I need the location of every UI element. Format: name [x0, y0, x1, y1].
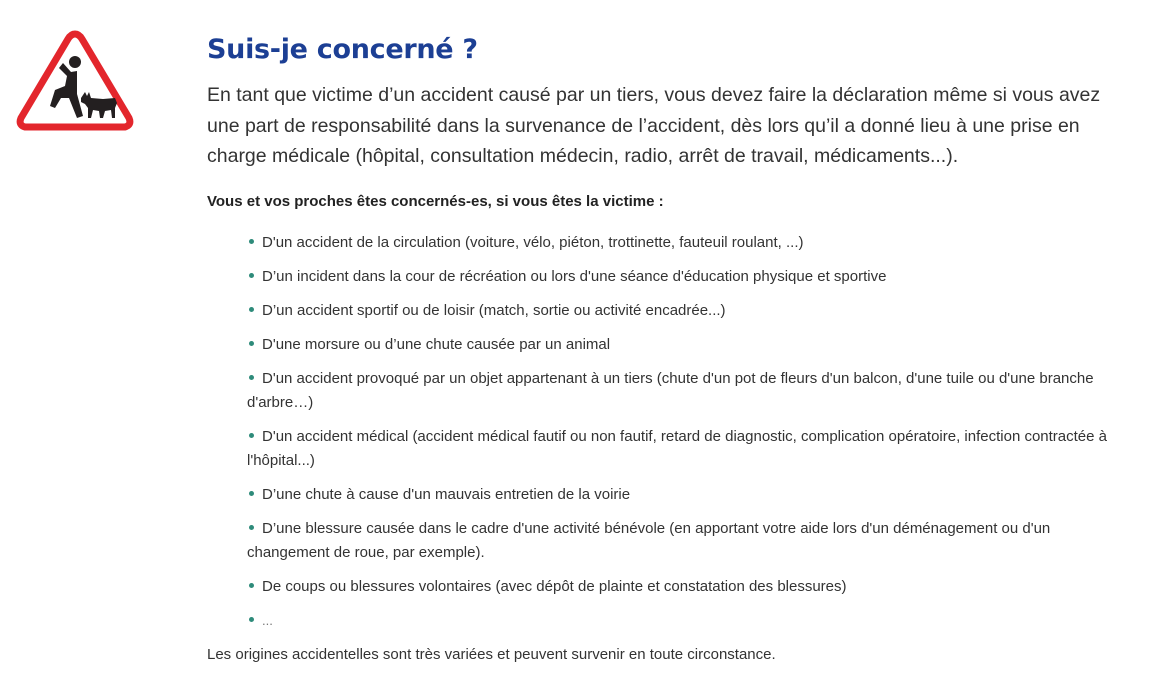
warning-sign-icon [15, 28, 135, 136]
bullet-icon [249, 433, 254, 438]
list-item [207, 367, 1117, 415]
victims-subheading: Vous et vos proches êtes concernés-es, si vous êtes la victime : [207, 192, 664, 210]
list-item [247, 265, 1117, 289]
bullet-icon [249, 239, 254, 244]
list-item [247, 575, 1117, 599]
list-item [247, 299, 1117, 323]
list-item [247, 333, 1117, 357]
list-item [247, 425, 1117, 473]
list-item [247, 609, 1117, 633]
list-item-text: D’une blessure causée dans le cadre d'une activité bénévole (en apportant votre aide lors d'un déménagement ou d'un changement de roue, par exemple). [247, 519, 1051, 561]
bullet-icon [249, 273, 254, 278]
list-item [247, 483, 1117, 507]
bullet-icon [249, 617, 254, 622]
list-item-text: D'un accident provoqué par un objet appartenant à un tiers (chute d'un pot de fleurs d'un balcon, d'une tuile ou d'une branche d'arbre…) [247, 369, 1094, 411]
list-item-text: D’un accident sportif ou de loisir (match, sortie ou activité encadrée...) [262, 301, 726, 319]
bullet-icon [249, 307, 254, 312]
accident-types-list [207, 231, 1137, 633]
bullet-icon [249, 525, 254, 530]
list-item-text: D'un accident médical (accident médical fautif ou non fautif, retard de diagnostic, complication opératoire, infection contractée à l'hôpital...) [247, 427, 1108, 469]
intro-paragraph: En tant que victime d’un accident causé par un tiers, vous devez faire la déclaration même si vous avez une part de responsabilité dans la survenance de l’accident, dès lors qu’il a donné lieu à une prise en charge médicale (hôpital, consultation médecin, radio, arrêt de travail, médicaments...). [207, 84, 1101, 167]
concern-section [207, 30, 1137, 667]
list-item [247, 517, 1117, 565]
list-item-text: D’une chute à cause d'un mauvais entretien de la voirie [262, 485, 631, 503]
bullet-icon [249, 375, 254, 380]
list-item-text: D’un incident dans la cour de récréation ou lors d'une séance d'éducation physique et sportive [262, 267, 887, 285]
list-item-text: D'une morsure ou d’une chute causée par un animal [262, 335, 611, 353]
section-title: Suis-je concerné ? [207, 34, 478, 65]
list-item [247, 231, 1117, 255]
list-item-text: ... [262, 612, 273, 628]
bullet-icon [249, 491, 254, 496]
bullet-icon [249, 341, 254, 346]
conclusion-paragraph: Les origines accidentelles sont très variées et peuvent survenir en toute circonstance. [207, 645, 776, 663]
list-item-text: D'un accident de la circulation (voiture, vélo, piéton, trottinette, fauteuil roulant, ...) [262, 233, 804, 251]
list-item-text: De coups ou blessures volontaires (avec dépôt de plainte et constatation des blessures) [262, 577, 847, 595]
bullet-icon [249, 583, 254, 588]
